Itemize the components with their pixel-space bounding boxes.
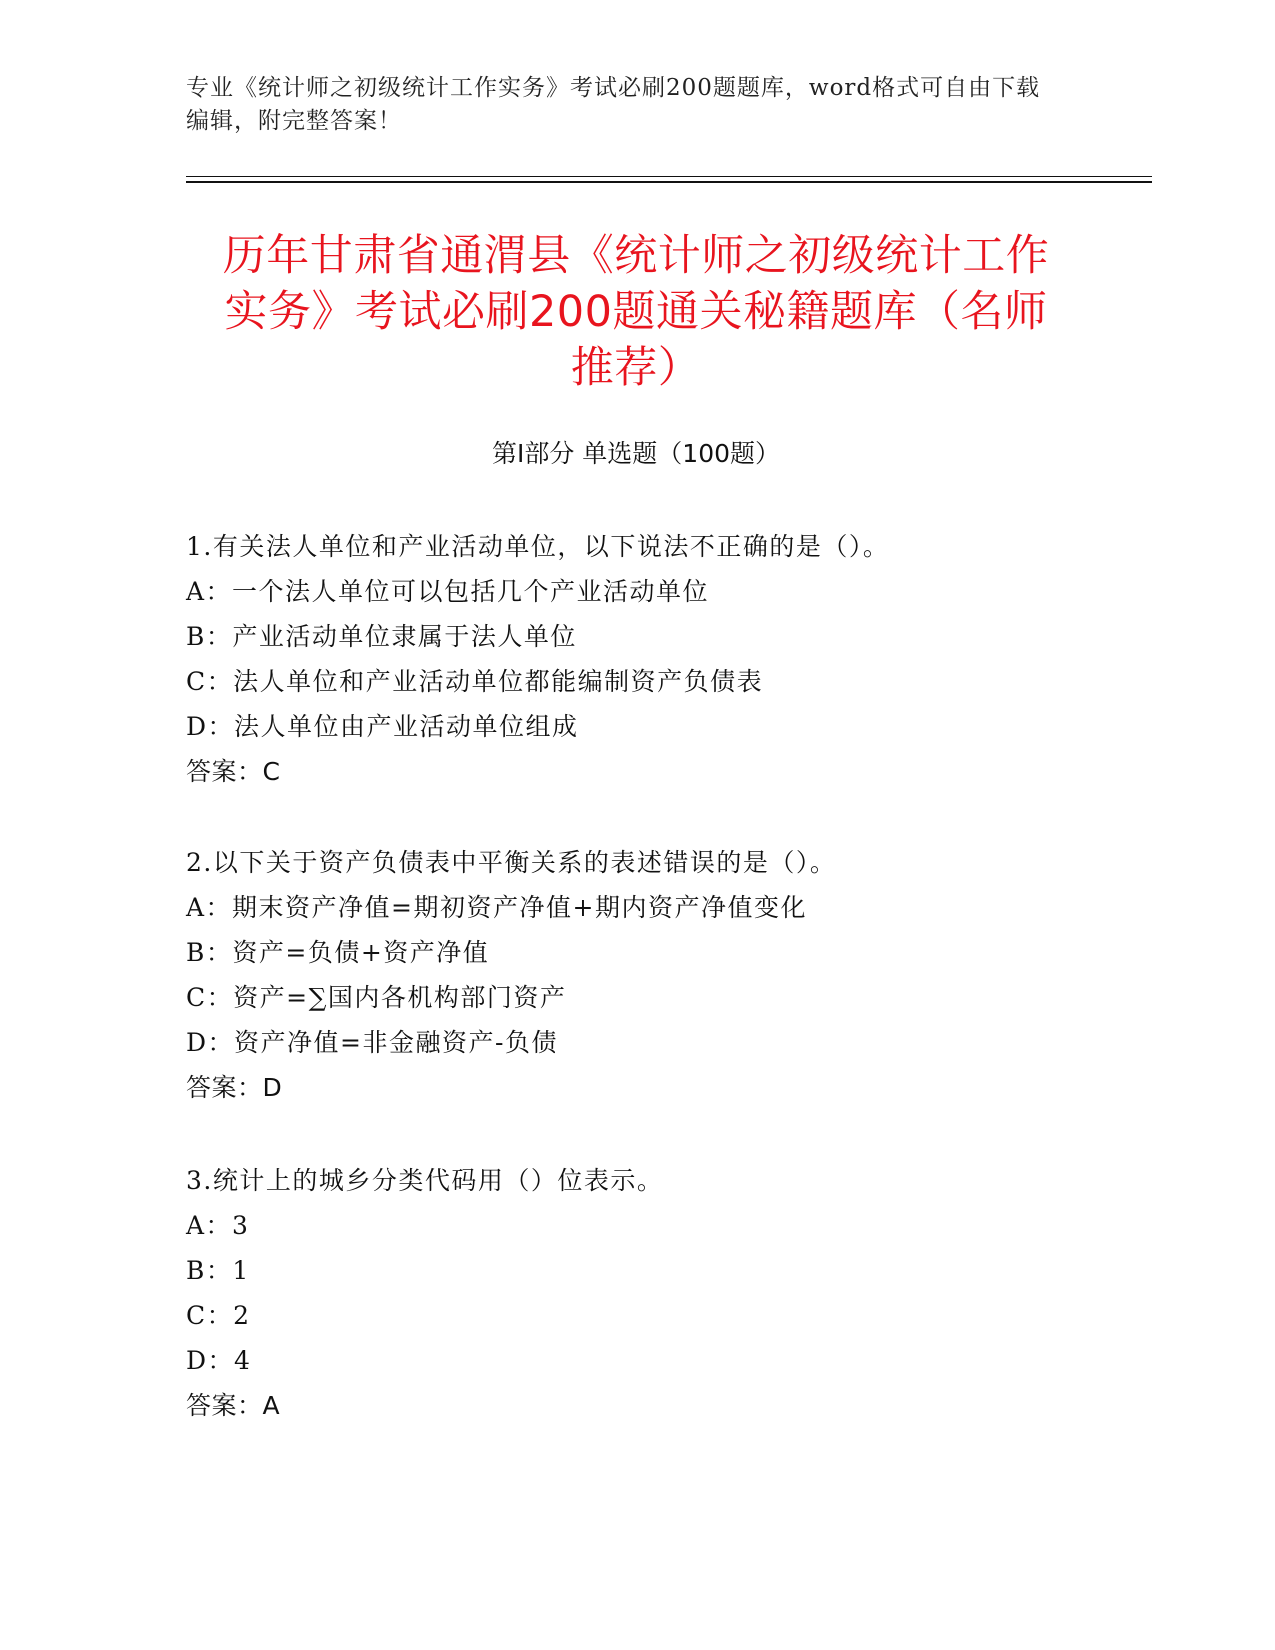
- question-1: [186, 524, 1086, 794]
- option-c: C：法人单位和产业活动单位都能编制资产负债表: [186, 667, 764, 696]
- option-a: A：3: [186, 1211, 250, 1240]
- header-note: [186, 72, 1086, 138]
- header-divider-thin: [186, 176, 1152, 177]
- option-c: C：资产=∑国内各机构部门资产: [186, 983, 567, 1012]
- title-line-3: 推荐）: [570, 343, 702, 393]
- header-note-line-2: 编辑，附完整答案！: [186, 108, 402, 134]
- answer: 答案：A: [186, 1391, 281, 1420]
- question-3: [186, 1158, 1086, 1428]
- option-d: D：资产净值=非金融资产-负债: [186, 1028, 558, 1057]
- option-a: A：一个法人单位可以包括几个产业活动单位: [186, 577, 710, 606]
- section-title: 第Ⅰ部分 单选题（100题）: [491, 439, 781, 468]
- option-b: B：1: [186, 1256, 250, 1285]
- document-title: [186, 228, 1086, 396]
- option-c: C：2: [186, 1301, 251, 1330]
- header-note-line-1: 专业《统计师之初级统计工作实务》考试必刷200题题库，word格式可自由下载: [186, 75, 1041, 101]
- option-a: A：期末资产净值=期初资产净值+期内资产净值变化: [186, 893, 807, 922]
- option-d: D：法人单位由产业活动单位组成: [186, 712, 579, 741]
- option-b: B：产业活动单位隶属于法人单位: [186, 622, 577, 651]
- question-stem: 1.有关法人单位和产业活动单位，以下说法不正确的是（）。: [186, 532, 890, 561]
- option-b: B：资产=负债+资产净值: [186, 938, 490, 967]
- title-line-2: 实务》考试必刷200题通关秘籍题库（名师: [224, 287, 1048, 337]
- question-2: [186, 840, 1086, 1110]
- option-d: D：4: [186, 1346, 252, 1375]
- answer: 答案：D: [186, 1073, 283, 1102]
- answer: 答案：C: [186, 757, 281, 786]
- header-divider-thick: [186, 181, 1152, 183]
- question-stem: 2.以下关于资产负债表中平衡关系的表述错误的是（）。: [186, 848, 837, 877]
- question-stem: 3.统计上的城乡分类代码用（）位表示。: [186, 1166, 664, 1195]
- title-line-1: 历年甘肃省通渭县《统计师之初级统计工作: [222, 231, 1050, 281]
